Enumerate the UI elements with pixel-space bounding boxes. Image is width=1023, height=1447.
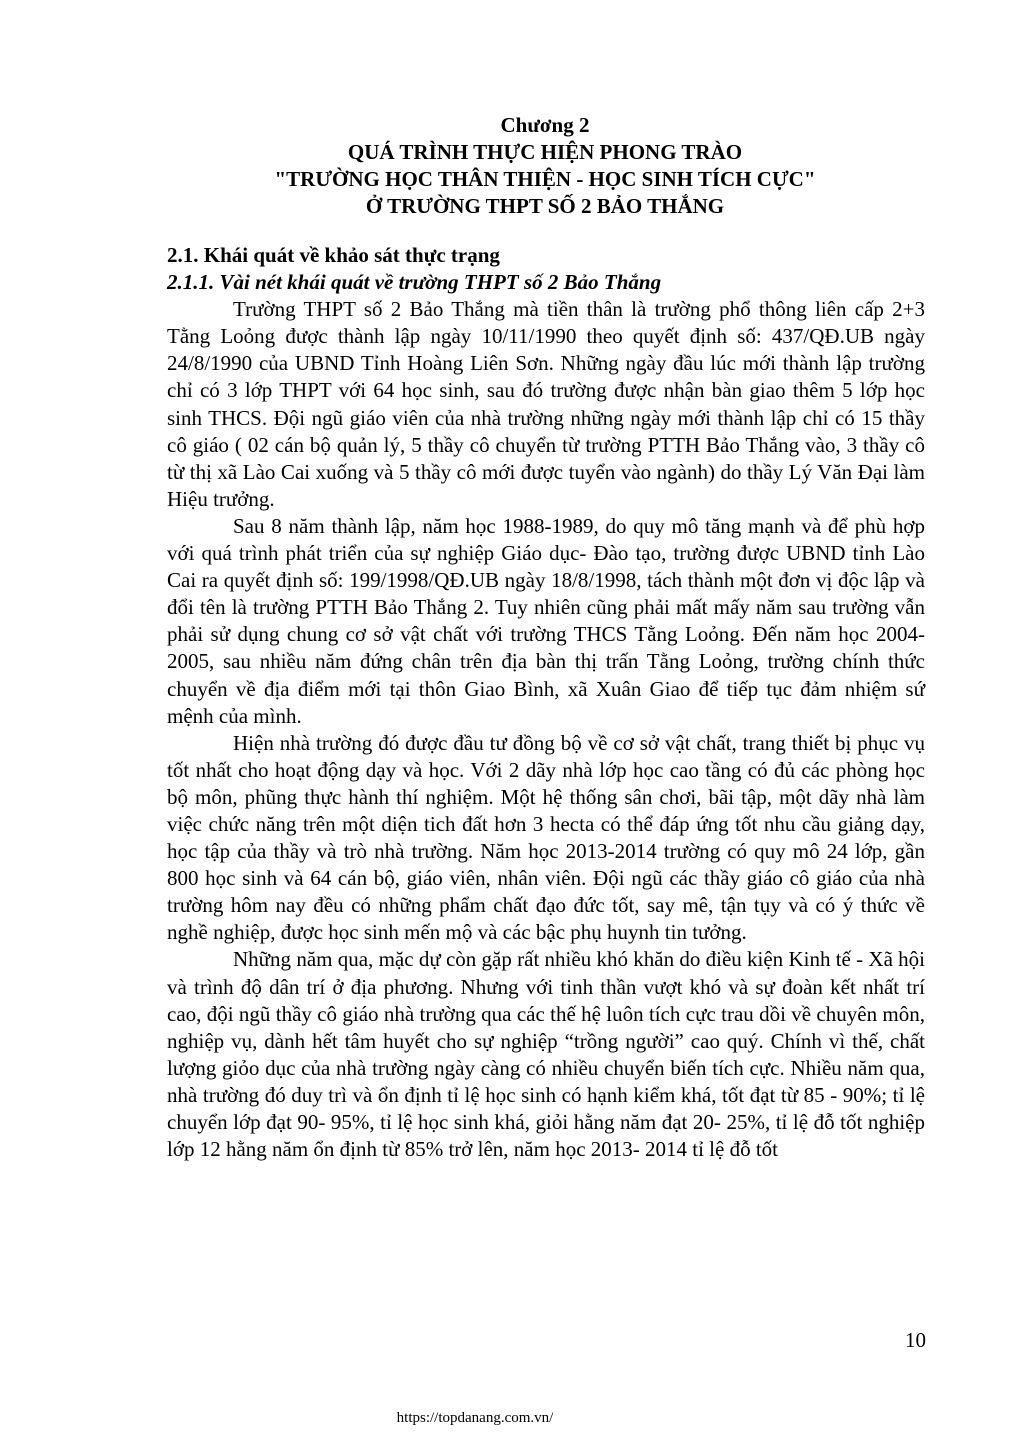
- paragraph-3: Hiện nhà trường đó được đầu tư đồng bộ về cơ sở vật chất, trang thiết bị phục vụ tốt nhất cho hoạt động dạy và học. Với 2 dãy nhà lớp học cao tầng có đủ các phòng học bộ môn, phũng thực hành thí nghiệm. Một hệ thống sân chơi, bãi tập, một dãy nhà làm việc chức năng trên một diện tich đất hơn 3 hecta có thể đáp ứng tốt nhu cầu giảng dạy, học tập của thầy và trò nhà trường. Năm học 2013-2014 trường có quy mô 24 lớp, gần 800 học sinh và 64 cán bộ, giáo viên, nhân viên. Đội ngũ các thầy giáo cô giáo của nhà trường hôm nay đều có những phẩm chất đạo đức tốt, say mê, tận tụy và có ý thức về nghề nghiệp, được học sinh mến mộ và các bậc phụ huynh tin tưởng.: [167, 730, 925, 945]
- chapter-title-line-3: Ở TRƯỜNG THPT SỐ 2 BẢO THẮNG: [365, 194, 725, 218]
- paragraph-2: Sau 8 năm thành lập, năm học 1988-1989, do quy mô tăng mạnh và để phù hợp với quá trình phát triển của sự nghiệp Giáo dục- Đào tạo, trường được UBND tỉnh Lào Cai ra quyết định số: 199/1998/QĐ.UB ngày 18/8/1998, tách thành một đơn vị độc lập và đổi tên là trường PTTH Bảo Thắng 2. Tuy nhiên cũng phải mất mấy năm sau trường vẫn phải sử dụng chung cơ sở vật chất với trường THCS Tằng Loỏng. Đến năm học 2004-2005, sau nhiều năm đứng chân trên địa bàn thị trấn Tằng Loỏng, trường chính thức chuyển về địa điểm mới tại thôn Giao Bình, xã Xuân Giao để tiếp tục đảm nhiệm sứ mệnh của mình.: [167, 513, 925, 728]
- chapter-label: Chương 2: [500, 113, 590, 137]
- page-number: 10: [905, 1328, 926, 1352]
- paragraph-1: Trường THPT số 2 Bảo Thắng mà tiền thân là trường phổ thông liên cấp 2+3 Tằng Loỏng được thành lập ngày 10/11/1990 theo quyết định số: 437/QĐ.UB ngày 24/8/1990 của UBND Tỉnh Hoàng Liên Sơn. Những ngày đầu lúc mới thành lập trường chỉ có 3 lớp THPT với 64 học sinh, sau đó trường được nhận bàn giao thêm 5 lớp học sinh THCS. Đội ngũ giáo viên của nhà trường những ngày mới thành lập chỉ có 15 thầy cô giáo ( 02 cán bộ quản lý, 5 thầy cô chuyển từ trường PTTH Bảo Thắng vào, 3 thầy cô từ thị xã Lào Cai xuống và 5 thầy cô mới được tuyển vào ngành) do thầy Lý Văn Đại làm Hiệu trưởng.: [167, 297, 925, 511]
- section-title: 2.1. Khái quát về khảo sát thực trạng: [167, 243, 500, 267]
- document-body: [167, 242, 925, 1163]
- footer-url: https://topdanang.com.vn/: [396, 1410, 554, 1426]
- chapter-title-line-2: "TRƯỜNG HỌC THÂN THIỆN - HỌC SINH TÍCH CỰC": [274, 167, 816, 191]
- paragraph-4: Những năm qua, mặc dự còn gặp rất nhiều khó khăn do điều kiện Kinh tế - Xã hội và trình độ dân trí ở địa phương. Nhưng với tinh thần vượt khó và sự đoàn kết nhất trí cao, đội ngũ thầy cô giáo nhà trường qua các thế hệ luôn tích cực trau dồi về chuyên môn, nghiệp vụ, dành hết tâm huyết cho sự nghiệp “trồng người” cao quý. Chính vì thế, chất lượng giỏo dục của nhà trường ngày càng có nhiều chuyển biến tích cực. Nhiều năm qua, nhà trường đó duy trì và ổn định tỉ lệ học sinh có hạnh kiểm khá, tốt đạt từ 85 - 90%; tỉ lệ chuyển lớp đạt 90- 95%, tỉ lệ học sinh khá, giỏi hằng năm đạt 20- 25%, tỉ lệ đỗ tốt nghiệp lớp 12 hằng năm ổn định từ 85% trở lên, năm học 2013- 2014 tỉ lệ đỗ tốt: [167, 947, 925, 1162]
- subsection-title: 2.1.1. Vài nét khái quát về trường THPT số 2 Bảo Thắng: [167, 270, 662, 295]
- chapter-heading: [165, 112, 925, 220]
- chapter-title-line-1: QUÁ TRÌNH THỰC HIỆN PHONG TRÀO: [347, 140, 743, 164]
